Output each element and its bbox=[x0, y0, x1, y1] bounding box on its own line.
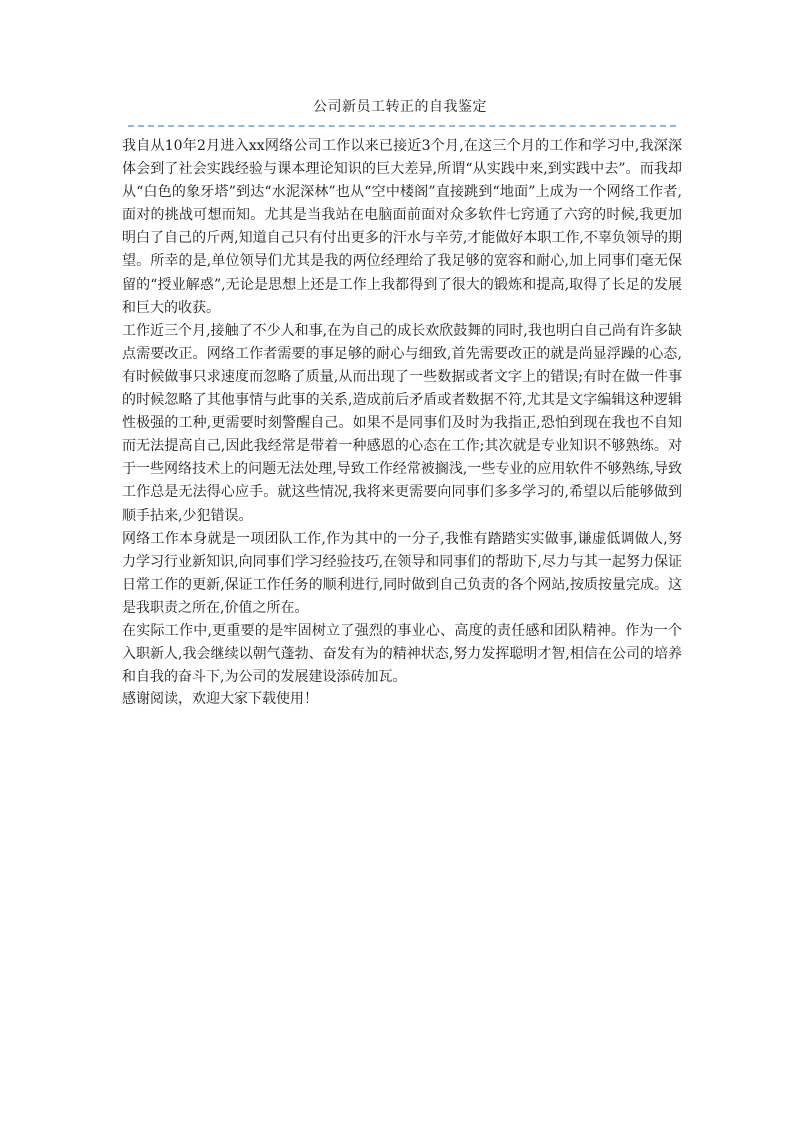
document-body bbox=[122, 135, 682, 689]
paragraph-3: 网络工作本身就是一项团队工作,作为其中的一分子,我惟有踏踏实实做事,谦虚低调做人,努力学习行业新知识,向同事们学习经验技巧,在领导和同事们的帮助下,尽力与其一起努力保证日常工作的更新,保证工作任务的顺利进行,同时做到自己负责的各个网站,按质按量完成。这是我职责之所在,价值之所在。 bbox=[122, 530, 682, 616]
paragraph-4: 在实际工作中,更重要的是牢固树立了强烈的事业心、高度的责任感和团队精神。作为一个入职新人,我会继续以朝气蓬勃、奋发有为的精神状态,努力发挥聪明才智,相信在公司的培养和自我的奋斗下,为公司的发展建设添砖加瓦。 bbox=[122, 622, 682, 686]
closing-note: 感谢阅读，欢迎大家下载使用！ bbox=[122, 691, 318, 707]
paragraph-2: 工作近三个月,接触了不少人和事,在为自己的成长欢欣鼓舞的同时,我也明白自己尚有许多缺点需要改正。网络工作者需要的事足够的耐心与细致,首先需要改正的就是尚显浮躁的心态,有时候做事只求速度而忽略了质量,从而出现了一些数据或者文字上的错误;有时在做一件事的时候忽略了其他事情与此事的关系,造成前后矛盾或者数据不符,尤其是文字编辑这种逻辑性极强的工种,更需要时刻警醒自己。如果不是同事们及时为我指正,恐怕到现在我也不自知而无法提高自己,因此我经常是带着一种感恩的心态在工作;其次就是专业知识不够熟练。对于一些网络技术上的问题无法处理,导致工作经常被搁浅,一些专业的应用软件不够熟练,导致工作总是无法得心应手。就这些情况,我将来更需要向同事们多多学习的,希望以后能够做到顺手拈来,少犯错误。 bbox=[122, 322, 682, 524]
paragraph-1: 我自从10年2月进入xx网络公司工作以来已接近3个月,在这三个月的工作和学习中,我深深体会到了社会实践经验与课本理论知识的巨大差异,所谓“从实践中来,到实践中去”。而我却从“白色的象牙塔”到达“水泥深林”也从“空中楼阁”直接跳到“地面”上成为一个网络工作者,面对的挑战可想而知。尤其是当我站在电脑面前面对众多软件七窍通了六窍的时候,我更加明白了自己的斤两,知道自己只有付出更多的汗水与辛劳,才能做好本职工作,不辜负领导的期望。所幸的是,单位领导们尤其是我的两位经理给了我足够的宽容和耐心,加上同事们毫无保留的“授业解惑”,无论是思想上还是工作上我都得到了很大的锻炼和提高,取得了长足的发展和巨大的收获。 bbox=[122, 138, 682, 316]
document-title: 公司新员工转正的自我鉴定 bbox=[313, 99, 487, 115]
title-divider bbox=[128, 125, 676, 127]
